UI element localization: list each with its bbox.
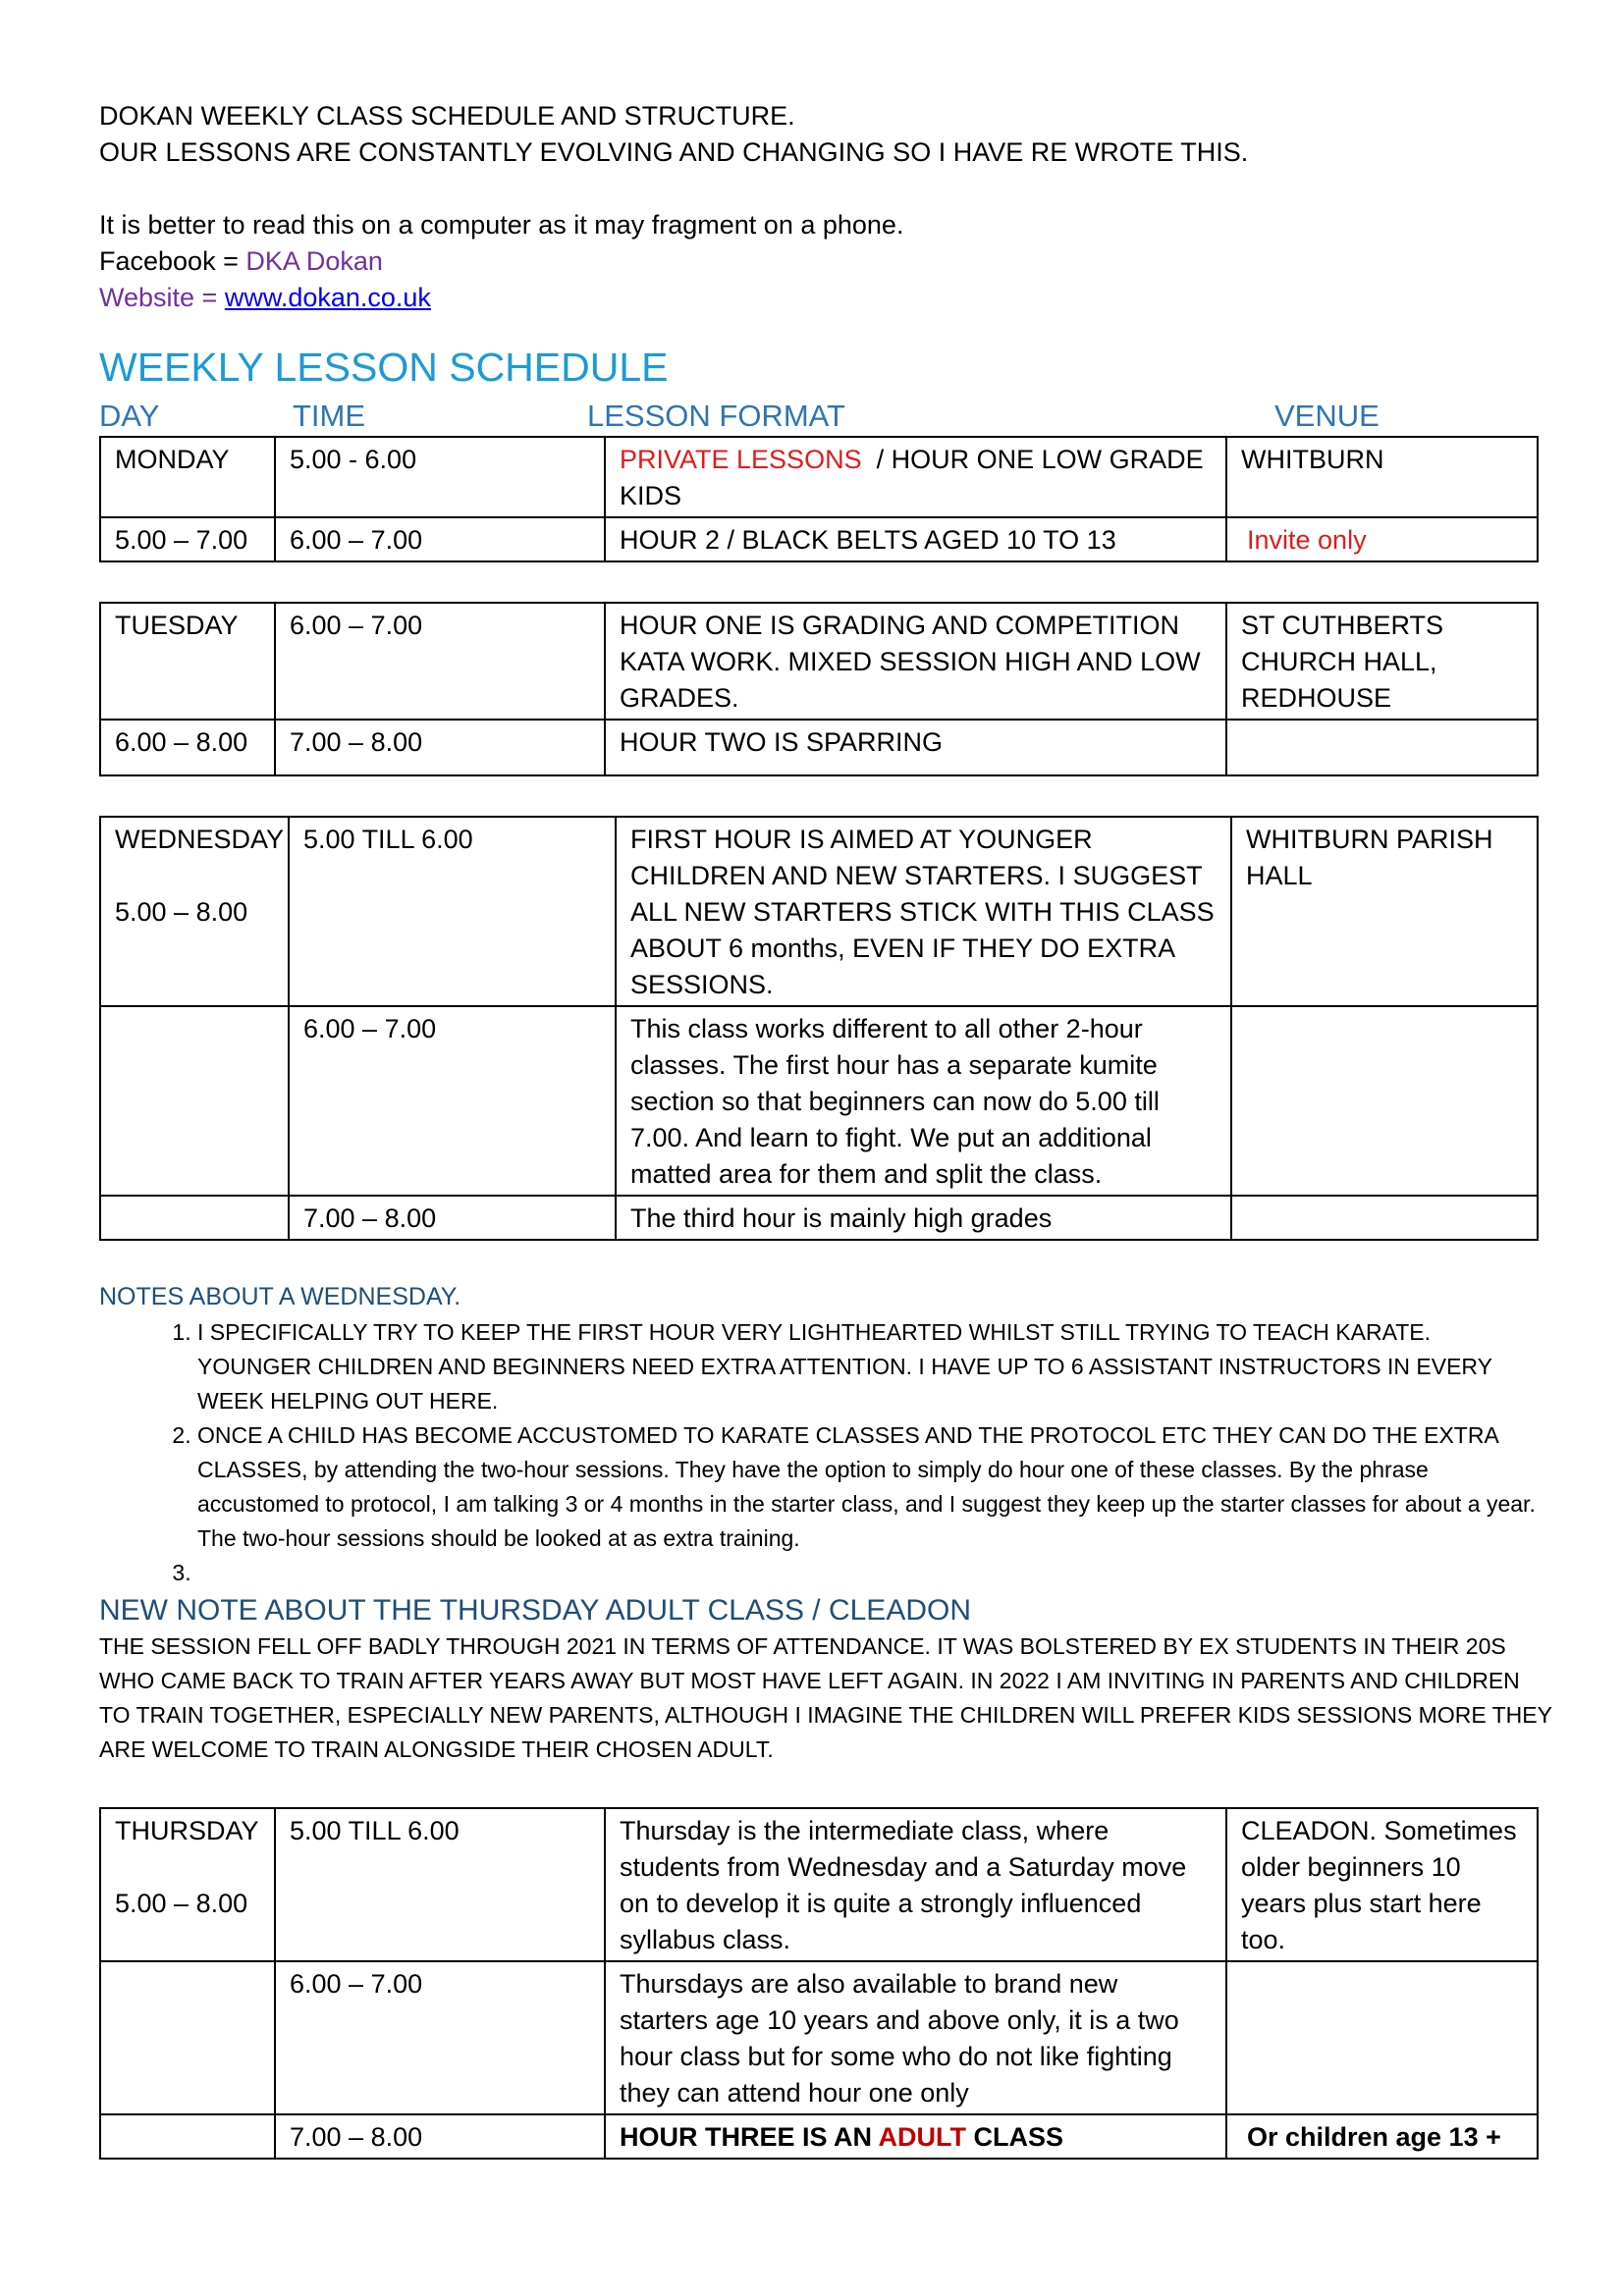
day-cell: 5.00 – 7.00 [100, 517, 275, 561]
header-format: LESSON FORMAT [587, 399, 845, 433]
time-cell: 7.00 – 8.00 [275, 2114, 605, 2159]
thursday-note-body: THE SESSION FELL OFF BADLY THROUGH 2021 IN TERMS OF ATTENDANCE. IT WAS BOLSTERED BY EX STUDENTS IN THEIR 20S WHO CAME BACK TO TRAIN AFTER YEARS AWAY BUT MOST HAVE LEFT AGAIN. IN 2022 I AM INVITING IN PARENTS AND CHILDREN TO TRAIN TOGETHER, ESPECIALLY NEW PARENTS, ALTHOUGH I IMAGINE THE CHILDREN WILL PREFER KIDS SESSIONS MORE THEY ARE WELCOME TO TRAIN ALONGSIDE THEIR CHOSEN ADULT. [99, 1633, 1552, 1762]
time-cell: 5.00 - 6.00 [275, 437, 605, 517]
format-cell: This class works different to all other 2-hour classes. The first hour has a separate kumite section so that beginners can now do 5.00 till 7.00. And learn to fight. We put an additional matted area for them and split the class. [616, 1006, 1231, 1196]
day-cell: MONDAY [100, 437, 275, 517]
day-cell [100, 1196, 289, 1240]
table-row [100, 817, 1538, 1006]
monday-table [99, 436, 1539, 562]
day-hours: 5.00 – 8.00 [115, 1889, 248, 1918]
day-cell [100, 2114, 275, 2159]
facebook-line [99, 243, 1537, 280]
format-cell: Thursdays are also available to brand new starters age 10 years and above only, it is a two hour class but for some who do not like fighting they can attend hour one only [605, 1961, 1226, 2114]
format-cell [605, 2114, 1226, 2159]
table-row [100, 1961, 1538, 2114]
day-hours: 5.00 – 8.00 [115, 897, 248, 927]
doc-title: DOKAN WEEKLY CLASS SCHEDULE AND STRUCTURE. [99, 101, 795, 131]
day-cell [100, 1808, 275, 1961]
table-row [100, 720, 1538, 775]
venue-cell [1226, 1961, 1538, 2114]
format-cell [605, 437, 1226, 517]
venue-cell [1226, 2114, 1538, 2159]
format-text-a: HOUR THREE IS AN [620, 2122, 879, 2152]
format-cell: FIRST HOUR IS AIMED AT YOUNGER CHILDREN AND NEW STARTERS. I SUGGEST ALL NEW STARTERS STICK WITH THIS CLASS ABOUT 6 months, EVEN IF THEY DO EXTRA SESSIONS. [616, 817, 1231, 1006]
reading-tip: It is better to read this on a computer as it may fragment on a phone. [99, 210, 904, 240]
schedule-column-headers [99, 397, 1537, 436]
time-cell: 6.00 – 7.00 [289, 1006, 616, 1196]
day-name: THURSDAY [115, 1816, 259, 1845]
wednesday-notes-heading: NOTES ABOUT A WEDNESDAY. [99, 1283, 461, 1310]
website-label: Website = [99, 283, 225, 312]
table-row [100, 1196, 1538, 1240]
header-day: DAY [99, 399, 160, 433]
time-cell: 6.00 – 7.00 [275, 1961, 605, 2114]
header-time: TIME [293, 399, 366, 433]
format-cell: HOUR 2 / BLACK BELTS AGED 10 TO 13 [605, 517, 1226, 561]
private-lessons-text: PRIVATE LESSONS [620, 445, 862, 474]
format-cell: The third hour is mainly high grades [616, 1196, 1231, 1240]
day-cell [100, 1006, 289, 1196]
tuesday-table [99, 602, 1539, 776]
website-line [99, 280, 1537, 316]
thursday-table [99, 1807, 1539, 2160]
wednesday-notes-list [99, 1315, 1537, 1590]
venue-cell: Invite only [1226, 517, 1538, 561]
thursday-note-heading: NEW NOTE ABOUT THE THURSDAY ADULT CLASS / CLEADON [99, 1594, 971, 1627]
schedule-heading: WEEKLY LESSON SCHEDULE [99, 345, 669, 390]
time-cell: 7.00 – 8.00 [289, 1196, 616, 1240]
day-name: WEDNESDAY [115, 825, 285, 854]
venue-cell [1231, 1006, 1538, 1196]
day-cell: TUESDAY [100, 603, 275, 720]
table-row [100, 437, 1538, 517]
format-text-b: CLASS [966, 2122, 1064, 2152]
format-cell: Thursday is the intermediate class, where students from Wednesday and a Saturday move on to develop it is quite a strongly influenced syllabus class. [605, 1808, 1226, 1961]
format-text: / HOUR ONE LOW GRADE KIDS [620, 445, 1212, 510]
list-item: 1. I SPECIFICALLY TRY TO KEEP THE FIRST HOUR VERY LIGHTHEARTED WHILST STILL TRYING TO TEACH KARATE. YOUNGER CHILDREN AND BEGINNERS NEED EXTRA ATTENTION. I HAVE UP TO 6 ASSISTANT INSTRUCTORS IN EVERY WEEK HELPING OUT HERE. [197, 1315, 1537, 1418]
format-cell: HOUR ONE IS GRADING AND COMPETITION KATA WORK. MIXED SESSION HIGH AND LOW GRADES. [605, 603, 1226, 720]
list-item: 2. ONCE A CHILD HAS BECOME ACCUSTOMED TO KARATE CLASSES AND THE PROTOCOL ETC THEY CAN DO THE EXTRA CLASSES, by attending the two-hour sessions. They have the option to simply do hour one of these classes. By the phrase accustomed to protocol, I am talking 3 or 4 months in the starter class, and I suggest they keep up the starter classes for about a year. The two-hour sessions should be looked at as extra training. [197, 1418, 1537, 1556]
doc-subtitle: OUR LESSONS ARE CONSTANTLY EVOLVING AND CHANGING SO I HAVE RE WROTE THIS. [99, 137, 1249, 167]
website-link[interactable]: www.dokan.co.uk [224, 283, 431, 312]
adult-text: ADULT [878, 2122, 966, 2152]
header-venue: VENUE [1274, 399, 1380, 433]
time-cell: 7.00 – 8.00 [275, 720, 605, 775]
table-row [100, 603, 1538, 720]
day-cell [100, 1961, 275, 2114]
time-cell: 5.00 TILL 6.00 [275, 1808, 605, 1961]
list-item [197, 1556, 1537, 1590]
wednesday-table [99, 816, 1539, 1241]
table-row [100, 1808, 1538, 1961]
venue-cell: CLEADON. Sometimes older beginners 10 years plus start here too. [1226, 1808, 1538, 1961]
table-row [100, 1006, 1538, 1196]
venue-cell [1231, 1196, 1538, 1240]
time-cell: 6.00 – 7.00 [275, 603, 605, 720]
time-cell: 6.00 – 7.00 [275, 517, 605, 561]
venue-cell: WHITBURN [1226, 437, 1538, 517]
venue-cell: ST CUTHBERTS CHURCH HALL, REDHOUSE [1226, 603, 1538, 720]
document-page [99, 98, 1552, 2160]
time-cell: 5.00 TILL 6.00 [289, 817, 616, 1006]
table-row [100, 2114, 1538, 2159]
venue-cell: WHITBURN PARISH HALL [1231, 817, 1538, 1006]
format-cell: HOUR TWO IS SPARRING [605, 720, 1226, 775]
facebook-link[interactable]: DKA Dokan [245, 246, 383, 276]
day-cell: 6.00 – 8.00 [100, 720, 275, 775]
venue-text: Or children age 13 + [1247, 2122, 1501, 2152]
day-cell [100, 817, 289, 1006]
table-row [100, 517, 1538, 561]
facebook-label: Facebook = [99, 246, 246, 276]
venue-cell [1226, 720, 1538, 775]
